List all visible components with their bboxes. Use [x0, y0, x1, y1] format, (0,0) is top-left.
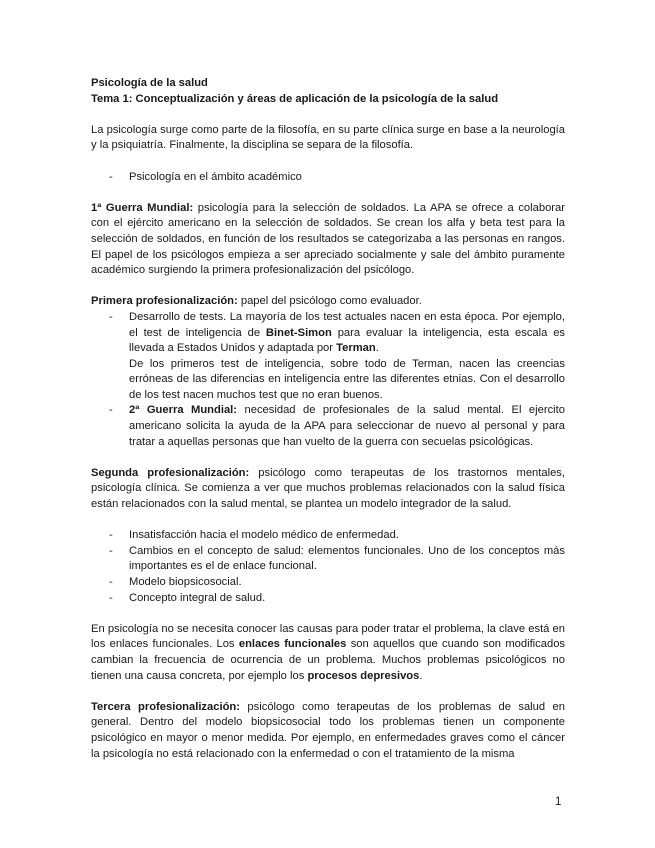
list-item [91, 310, 565, 357]
intro-paragraph: La psicología surge como parte de la filosofía, en su parte clínica surge en base a la neurología y la psiquiatría. Finalmente, la disciplina se separa de la filosofía. [91, 123, 565, 152]
tests-text-c: . [375, 342, 379, 355]
second-prof-label: Segunda profesionalización: [91, 466, 250, 479]
ww1-label: 1ª Guerra Mundial: [91, 201, 194, 214]
page-number: 1 [555, 796, 562, 808]
functional-text-e: . [419, 669, 423, 682]
depressive-processes-term: procesos depresivos [307, 669, 420, 682]
first-prof-label: Primera profesionalización: [91, 295, 238, 308]
tests-text-b: para evaluar la inteligencia, esta escala es llevada a Estados Unidos y adaptada por [129, 326, 566, 355]
list-item [91, 403, 565, 450]
list-item: - Psicología en el ámbito académico [91, 170, 565, 186]
list-item: - Insatisfacción hacia el modelo médico de enfermedad. [91, 528, 565, 544]
second-prof-list [91, 528, 565, 606]
third-prof-text: psicólogo como terapeutas de los problemas de salud en general. Dentro del modelo biopsicosocial todo los problemas tienen un componente psicológico en mayor o menor medida. Por ejemplo, en enfermedades graves como el cáncer la psicología no está relacionado con la enfermedad o con el tratamiento de la misma [91, 700, 565, 760]
tests-text-a: Desarrollo de tests. La mayoría de los test actuales nacen en esta época. Por ejemplo, el test de inteligencia de [129, 310, 565, 339]
first-prof-text: papel del psicólogo como evaluador. [240, 295, 422, 308]
terman: Terman [336, 342, 376, 355]
document-subtitle: Tema 1: Conceptualización y áreas de aplicación de la psicología de la salud [91, 92, 499, 105]
list-item: - Cambios en el concepto de salud: elementos funcionales. Uno de los conceptos más importantes es el de enlace funcional. [91, 544, 565, 575]
list-item: - Concepto integral de salud. [91, 591, 565, 607]
functional-links-term: enlaces funcionales [238, 638, 347, 651]
third-prof-paragraph [91, 700, 565, 762]
ww1-text: psicología para la selección de soldados. La APA se ofrece a colaborar con el ejército americano en la selección de soldados. Se crean los alfa y beta test para la selección de soldados, en función de los resultados se categorizaba a las personas en rangos. El papel de los psicólogos empieza a ser apreciado socialmente y sale del ámbito puramente académico surgiendo la primera profesionalización del psicólogo. [91, 201, 565, 277]
second-prof-paragraph [91, 466, 565, 513]
second-prof-text: psicólogo como terapeutas de los trastornos mentales, psicología clínica. Se comienza a ver que muchos problemas relacionados con la salud física están relacionados con la salud mental, se plantea un modelo integrador de la salud. [91, 466, 566, 511]
binet-simon: Binet-Simon [265, 326, 332, 339]
functional-text-c: son aquellos que cuando son modificados cambian la frecuencia de ocurrencia de un problema. Muchos problemas psicológicos no tienen una causa concreta, por ejemplo los [91, 638, 566, 682]
list-item: - Modelo biopsicosocial. [91, 575, 565, 591]
document-title: Psicología de la salud [91, 77, 208, 89]
functional-text-a: En psicología no se necesita conocer las causas para poder tratar el problema, la clave está en los enlaces funcionales. Los [91, 622, 565, 651]
functional-paragraph [91, 622, 565, 684]
third-prof-label: Tercera profesionalización: [91, 700, 240, 713]
first-prof-list [91, 310, 565, 357]
ww2-list [91, 403, 565, 450]
document-body [91, 76, 565, 762]
tests-continuation: De los primeros test de inteligencia, sobre todo de Terman, nacen las creencias erróneas de las diferencias en inteligencia entre las diferentes etnias. Con el desarrollo de los test nacen muchos test que no eran buenos. [129, 357, 565, 401]
first-prof-paragraph [91, 294, 565, 310]
academic-list [91, 170, 565, 186]
ww2-text: necesidad de profesionales de la salud mental. El ejercito americano solicita la ayuda de la APA para seleccionar de nuevo al personal y para tratar a aquellas personas que han vuelto de la guerra con secuelas psicológicas. [129, 404, 565, 448]
ww1-paragraph [91, 201, 565, 279]
ww2-label: 2ª Guerra Mundial: [129, 404, 238, 417]
